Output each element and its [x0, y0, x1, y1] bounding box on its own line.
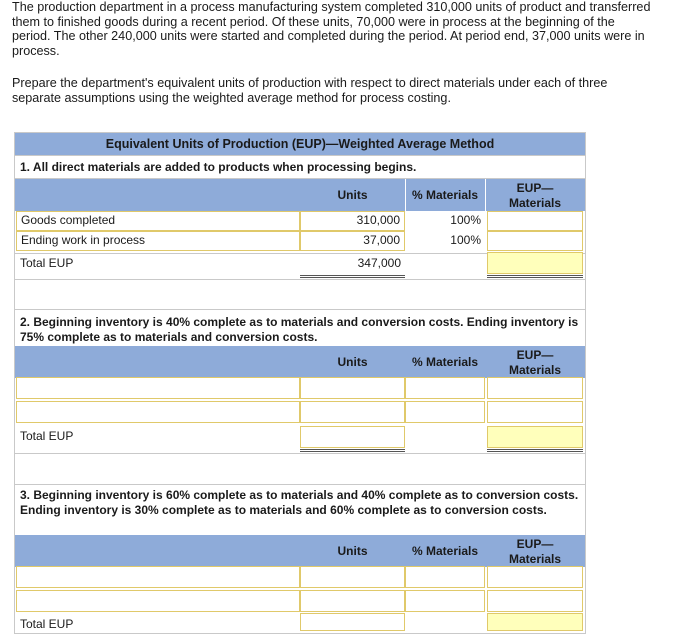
- part1-eup-header: [485, 179, 585, 211]
- part1-total-label: Total EUP: [20, 256, 74, 270]
- part2-title: 2. Beginning inventory is 40% complete as to materials and conversion costs. Ending inventory is 75% complete as to materials and conversion costs.: [20, 315, 579, 344]
- part1-total-units: 347,000: [357, 256, 401, 270]
- part1-row1-units[interactable]: 310,000: [300, 211, 405, 231]
- part2-row1-units-input[interactable]: [300, 377, 405, 399]
- part1-units-header: Units: [337, 188, 368, 202]
- part3-title: 3. Beginning inventory is 60% complete as to materials and 40% complete as to conversion costs. Ending inventory is 30% complete as to materials and 60% complete as to conversion costs.: [20, 488, 579, 517]
- problem-instructions: Prepare the department's equivalent units of production with respect to direct materials under each of three separate assumptions using the weighted average method for process costing.: [12, 76, 608, 105]
- part1-title: 1. All direct materials are added to products when processing begins.: [20, 160, 417, 174]
- part2-total-eup-input[interactable]: [487, 426, 583, 448]
- eup-header-line2: Materials: [508, 552, 562, 566]
- eup-worksheet: [14, 132, 586, 634]
- part3-row2-units-input[interactable]: [300, 590, 405, 612]
- eup-header-line1: EUP—: [516, 348, 554, 362]
- part3-row1-units-input[interactable]: [300, 566, 405, 588]
- part1-total-eup-input[interactable]: [487, 252, 583, 274]
- part1-row2-eup-input[interactable]: [487, 231, 583, 251]
- part1-row2-label[interactable]: Ending work in process: [16, 231, 300, 251]
- part1-row2-pct: 100%: [450, 233, 481, 247]
- part2-row1-label-input[interactable]: [16, 377, 300, 399]
- part2-row2-pct-input[interactable]: [405, 401, 485, 423]
- part2-pct-header: % Materials: [411, 355, 479, 369]
- part3-total-units-input[interactable]: [300, 613, 405, 631]
- part3-total-eup-input[interactable]: [487, 613, 583, 631]
- part3-row1-pct-input[interactable]: [405, 566, 485, 588]
- part3-eup-header: [485, 535, 585, 567]
- part2-row1-pct-input[interactable]: [405, 377, 485, 399]
- part3-units-header: Units: [337, 544, 368, 558]
- part2-total-underline: [300, 449, 405, 452]
- eup-header-line2: Materials: [508, 363, 562, 377]
- part2-total-eup-underline: [487, 449, 583, 452]
- part1-pct-header: % Materials: [411, 188, 479, 202]
- part2-total-label: Total EUP: [20, 429, 74, 443]
- part2-row2-label-input[interactable]: [16, 401, 300, 423]
- part3-total-label: Total EUP: [20, 617, 74, 631]
- part2-row2-units-input[interactable]: [300, 401, 405, 423]
- part3-row2-pct-input[interactable]: [405, 590, 485, 612]
- eup-header-line1: EUP—: [516, 537, 554, 551]
- part1-total-eup-underline: [487, 275, 583, 278]
- eup-header-line1: EUP—: [516, 181, 554, 195]
- part3-row2-label-input[interactable]: [16, 590, 300, 612]
- part1-total-underline: [300, 275, 405, 278]
- part2-eup-header: [485, 346, 585, 378]
- part1-row1-label[interactable]: Goods completed: [16, 211, 300, 231]
- part3-row1-label-input[interactable]: [16, 566, 300, 588]
- part1-row1-pct: 100%: [450, 213, 481, 227]
- part1-row2-units[interactable]: 37,000: [300, 231, 405, 251]
- part2-row2-eup-input[interactable]: [487, 401, 583, 423]
- part1-row1-eup-input[interactable]: [487, 211, 583, 231]
- table-title: Equivalent Units of Production (EUP)—Weighted Average Method: [15, 133, 585, 155]
- part2-total-units-input[interactable]: [300, 426, 405, 448]
- part2-row1-eup-input[interactable]: [487, 377, 583, 399]
- eup-header-line2: Materials: [508, 196, 562, 210]
- problem-description: The production department in a process manufacturing system completed 310,000 units of product and transferred them to finished goods during a recent period. Of these units, 70,000 were in process at the beginning of the period. The other 240,000 units were started and completed during the period. At period end, 37,000 units were in process.: [12, 0, 651, 58]
- part3-pct-header: % Materials: [411, 544, 479, 558]
- part3-row2-eup-input[interactable]: [487, 590, 583, 612]
- part3-row1-eup-input[interactable]: [487, 566, 583, 588]
- part2-units-header: Units: [337, 355, 368, 369]
